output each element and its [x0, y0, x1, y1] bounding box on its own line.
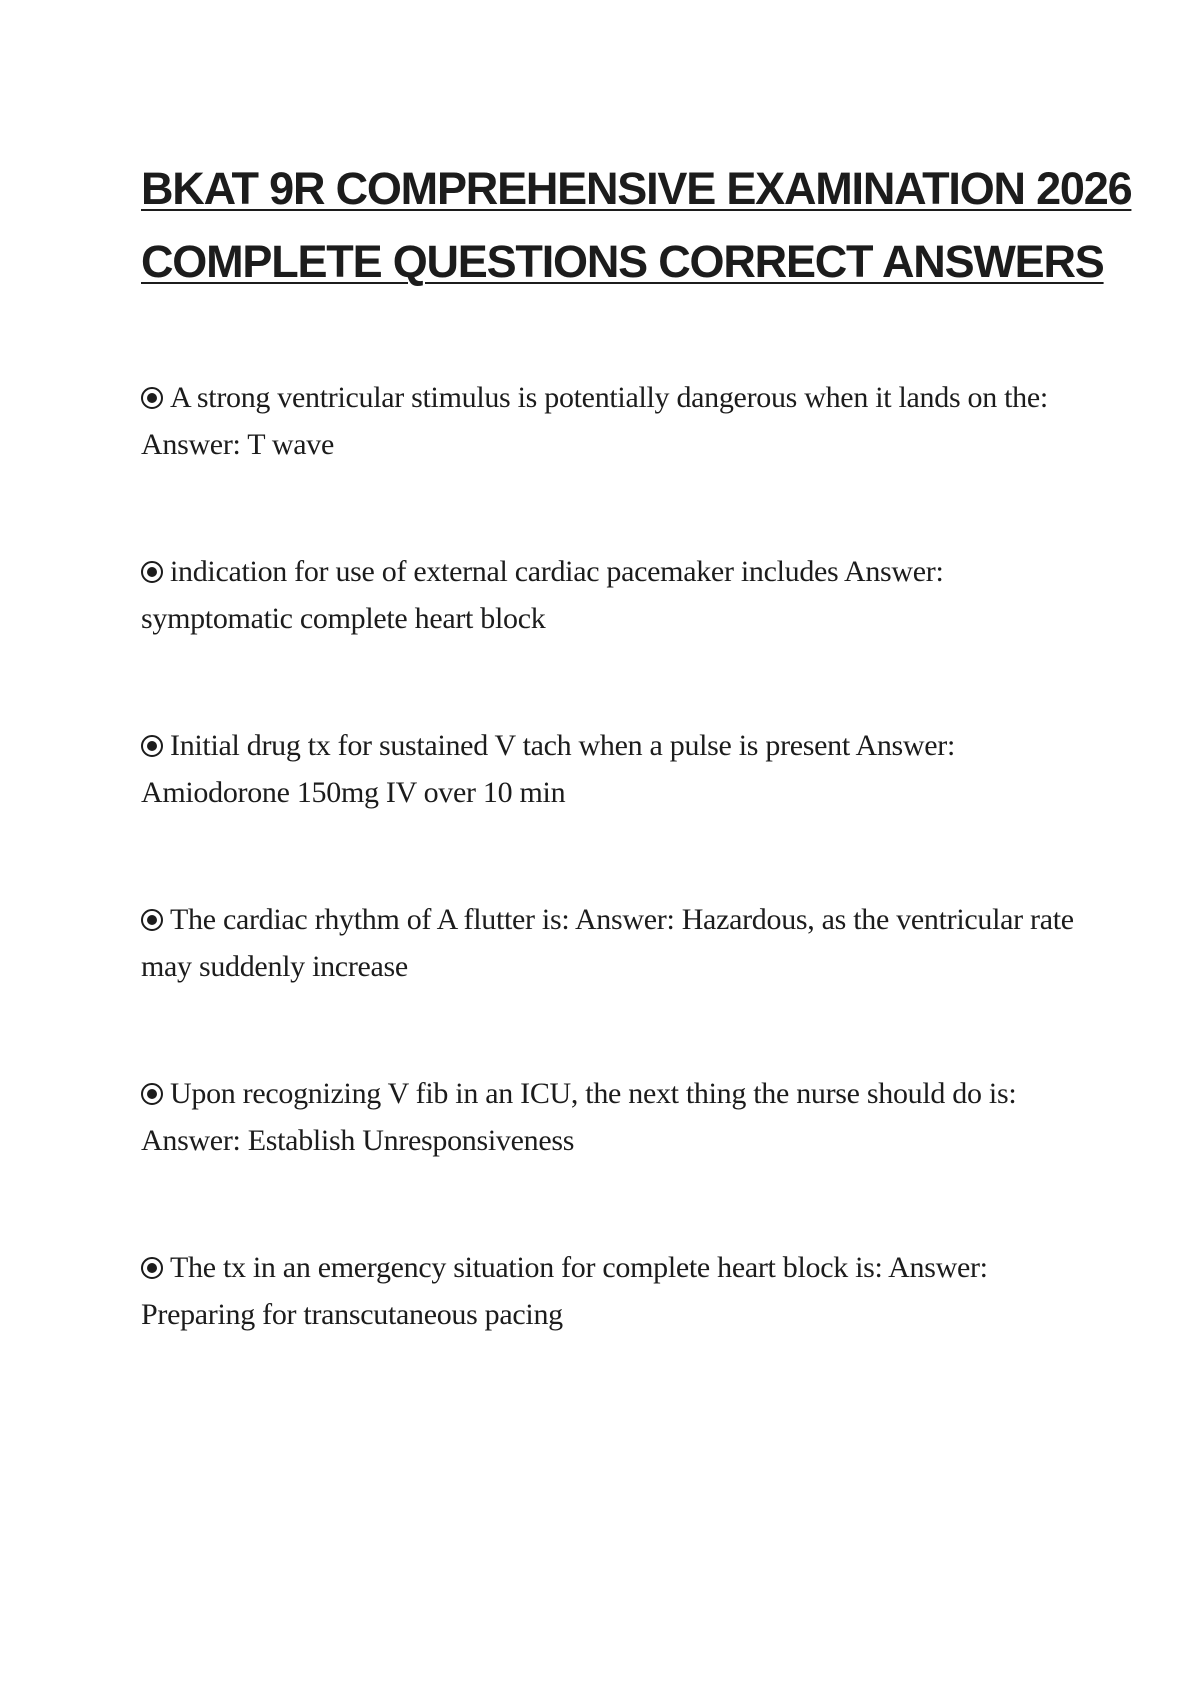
- radio-bullet-icon: [141, 1257, 163, 1279]
- radio-bullet-icon: [141, 909, 163, 931]
- question-text: Upon recognizing V fib in an ICU, the next thing the nurse should do is:: [170, 1077, 1017, 1110]
- question-text: Initial drug tx for sustained V tach when a pulse is present: [170, 729, 850, 762]
- answer-text: T wave: [247, 428, 334, 461]
- answer-text: Hazardous, as the ventricular rate may suddenly increase: [141, 903, 1074, 983]
- qa-item-2: [141, 548, 1081, 642]
- document-title: [141, 152, 1132, 298]
- radio-bullet-icon: [141, 735, 163, 757]
- qa-item-3: [141, 722, 1081, 816]
- question-text: The cardiac rhythm of A flutter is:: [170, 903, 570, 936]
- answer-label: Answer:: [888, 1251, 988, 1284]
- qa-item-5: [141, 1070, 1081, 1164]
- answer-label: Answer:: [141, 1124, 241, 1157]
- title-line-2: COMPLETE QUESTIONS CORRECT ANSWERS: [141, 236, 1104, 287]
- question-text: A strong ventricular stimulus is potentially dangerous when it lands on the:: [170, 381, 1048, 414]
- radio-bullet-icon: [141, 1083, 163, 1105]
- radio-bullet-icon: [141, 561, 163, 583]
- answer-label: Answer:: [141, 428, 241, 461]
- answer-text: Establish Unresponsiveness: [247, 1124, 575, 1157]
- qa-list: [141, 374, 1081, 1418]
- answer-label: Answer:: [843, 555, 944, 588]
- title-line-1: BKAT 9R COMPREHENSIVE EXAMINATION 2026: [141, 163, 1132, 214]
- answer-text: Preparing for transcutaneous pacing: [141, 1298, 563, 1331]
- question-text: The tx in an emergency situation for complete heart block is:: [170, 1251, 883, 1284]
- answer-label: Answer:: [574, 903, 675, 936]
- answer-label: Answer:: [855, 729, 956, 762]
- qa-item-6: [141, 1244, 1081, 1338]
- radio-bullet-icon: [141, 387, 163, 409]
- qa-item-1: [141, 374, 1081, 468]
- question-text: indication for use of external cardiac pacemaker includes: [170, 555, 839, 588]
- answer-text: symptomatic complete heart block: [141, 602, 546, 635]
- answer-text: Amiodorone 150mg IV over 10 min: [141, 776, 566, 809]
- qa-item-4: [141, 896, 1081, 990]
